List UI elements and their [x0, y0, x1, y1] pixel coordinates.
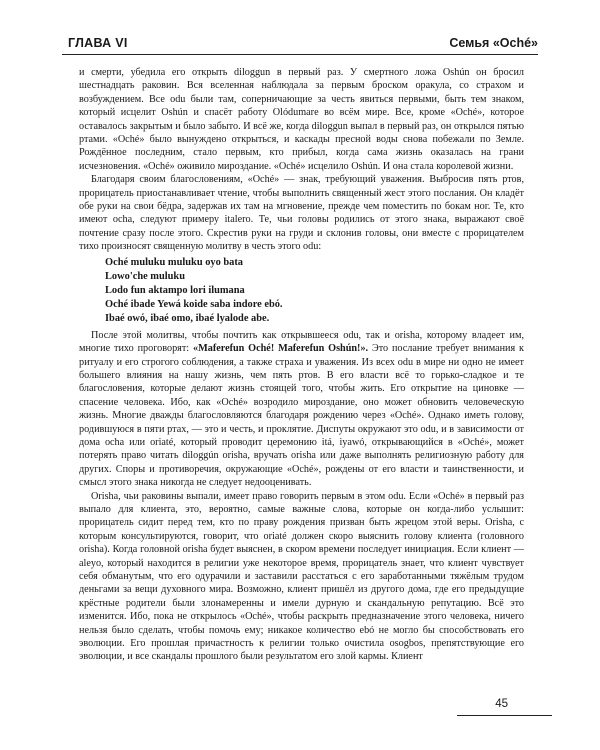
footer-rule [457, 715, 552, 716]
page-number: 45 [495, 698, 508, 710]
section-title: Семья «Oché» [449, 36, 538, 50]
running-header [62, 26, 538, 56]
prayer-line: Lodo fun aktampo lori ilumana [105, 284, 245, 296]
header-rule [62, 54, 538, 55]
prayer-line: Lowo'che muluku [105, 270, 185, 282]
prayer-line: Oché ibade Yewá koide saba indore ebó. [105, 298, 283, 310]
maferefun-phrase: «Maferefun Oché! Maferefun Oshún!». [193, 343, 369, 355]
prayer-line: Ibaé owó, ibaé omo, ibaé lyalode abe. [105, 312, 270, 324]
paragraph-3-start: После этой молитвы, чтобы почтить как открывшееся odu, так и orisha, которому владеет им, многие тихо проговорят: [79, 329, 524, 355]
paragraph-3 [79, 329, 524, 490]
paragraph-1: и смерти, убедила его открыть diloggun в первый раз. У смертного ложа Oshún он бросил шестнадцать раковин. Вся вселенная наблюдала за первым броском оракула, со страхом и возбуждением. Все odu были там, соперничающие за честь явиться первыми, быть тем знаком, который исцелит Oshún и спасёт работу Olódumare во всём мире. Все, кроме «Oché», которое оставалось закрытым и было забыто. И всё же, когда diloggun выпал в первый раз, он открылся пятью ртами. «Oché» было вынуждено открыться, и каскады пресной воды снова побежали по Земле. Рождённое последним, стало первым, кто прибыл, когда сама жизнь оказалась на грани исчезновения. «Oché» оживило мироздание. «Oché» исцелило Oshún. И она стала королевой жизни. [79, 67, 524, 172]
prayer-line: Oché muluku muluku oyo bata [105, 256, 244, 268]
paragraph-2: Благодаря своим благословениям, «Oché» — знак, требующий уважения. Выбросив пять ртов, прорицатель приостанавливает чтение, чтобы выполнить священный жест этого послания. Он кладёт обе руки на свои бёдра, задержав их там на мгновение, прежде чем поместить по бокам ног. Те, кто имеют ocha, следуют примеру italero. Те, чьи головы родились от этого знака, выражают своё почтение сразу после этого. Скрестив руки на груди и склонив головы, они вместе с прорицателем тихо произносят священную молитву в честь этого odu: [79, 174, 524, 253]
chapter-label: ГЛАВА VI [68, 36, 128, 50]
paragraph-3-rest: Это послание требует внимания к ритуалу и его строгого соблюдения, а также страха и уважения. Из всех odu в мире ни одно не имеет большего влияния на нашу жизнь, чем пять ртов. В его власти всё то горько-сладкое и те благословения, которые делают жизнь стоящей того, чтобы жить. Его открытие на циновке — спасение человека. Ибо, как «Oché» возродило мироздание, оно может обновить человеческую жизнь. Многие дважды благословляются благодаря рождению через «Oché». Однако иметь голову, родившуюся в пяти ртах, — это и честь, и проклятие. Диспуты окружают это odu, и в зависимости от дома ocha или oriaté, который проводит церемонию itá, iyawó, открывающийся в «Oché», может потерять право читать diloggún orisha, вручать orisha или даже выполнять религиозную работу для других. Споры и противоречия, окружающие «Oché», рождены от его власти и таинственности, и смысл этого знака никогда не следует недооценивать. [79, 343, 525, 489]
prayer-block [105, 256, 524, 326]
page-body [79, 66, 524, 664]
paragraph-4: Orisha, чьи раковины выпали, имеет право говорить первым в этом odu. Если «Oché» в первый раз выпало для клиента, это, вероятно, самые важные слова, которые он когда-либо услышит: прорицатель сидит перед тем, кто по праву рождения призван быть жрецом этой веры. Orisha, с которым консультируются, говорит, что oriaté должен скоро выяснить голову клиента (головного orisha). Когда головной orisha будет выяснен, в скором времени последует инициация. Если клиент — aleyo, который находится в религии уже некоторое время, прорицатель знает, что клиент чувствует себя обманутым, что его одурачили и заставили расстаться с его заработанными тяжёлым трудом деньгами за вещи духовного мира. Возможно, клиент пришёл из другого дома, где его предыдущие крёстные родители были злонамеренны и имели дурную и скандальную репутацию. Всё это изменится. Ибо, пока не открылось «Oché», чтобы раскрыть предназначение этого человека, ничего нельзя было сделать, чтобы помочь ему; никакое количество ebó не могло бы способствовать его эволюции. Его прошлая причастность к религии только очистила osogbos, препятствующие его эволюции, и все скандалы прошлого были результатом его злой кармы. Клиент [79, 490, 524, 663]
